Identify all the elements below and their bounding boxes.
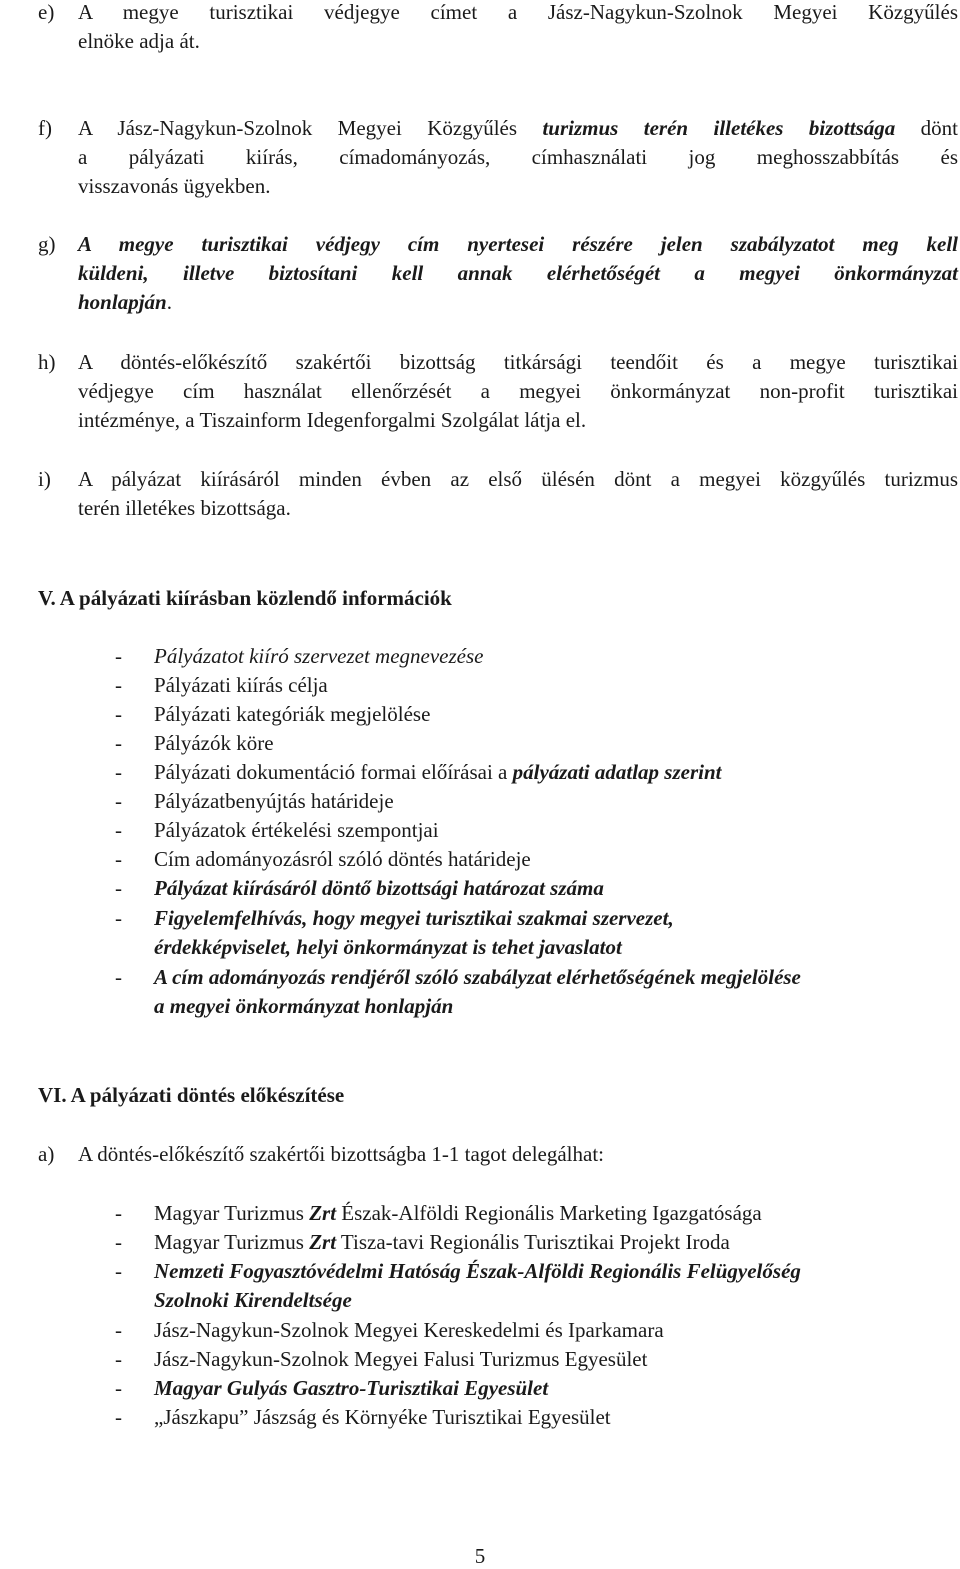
list-item-text: Pályázati kategóriák megjelölése — [154, 702, 431, 726]
paragraph-line: A döntés-előkészítő szakértői bizottságba 1-1 tagot delegálhat: — [78, 1142, 605, 1166]
emphasis-text: Zrt — [309, 1201, 337, 1225]
section-vi-heading: VI. A pályázati döntés előkészítése — [38, 1083, 345, 1107]
list-item-text: Pályázók köre — [154, 731, 274, 755]
list-item-text — [154, 904, 955, 962]
list-dash: - — [115, 1318, 122, 1342]
emphasis-text: pályázati adatlap szerint — [512, 760, 722, 784]
paragraph-f — [38, 114, 958, 201]
list-item-text: Jász-Nagykun-Szolnok Megyei Kereskedelmi és Iparkamara — [154, 1318, 664, 1342]
list-item — [115, 874, 955, 903]
paragraph-line: küldeni, illetve biztosítani kell annak elérhetőségét a megyei önkormányzat — [78, 261, 958, 285]
list-item-text: Jász-Nagykun-Szolnok Megyei Falusi Turizmus Egyesület — [154, 1347, 648, 1371]
list-item — [115, 816, 955, 845]
text-run: Figyelemfelhívás, hogy megyei turisztikai szakmai szervezet, — [154, 906, 674, 930]
text-run: A cím adományozás rendjéről szóló szabályzat elérhetőségének megjelölése — [154, 965, 801, 989]
text-run: érdekképviselet, helyi önkormányzat is tehet javaslatot — [154, 935, 622, 959]
text-run: honlapján — [78, 290, 167, 314]
text-run: . — [166, 290, 172, 314]
list-item — [115, 1199, 955, 1228]
list-item-text: Pályázatok értékelési szempontjai — [154, 818, 439, 842]
list-item — [115, 671, 955, 700]
list-item-text: Pályázatbenyújtás határideje — [154, 789, 394, 813]
text-run: Magyar Turizmus — [154, 1230, 310, 1254]
list-item — [115, 1228, 955, 1257]
list-item-text: Magyar Gulyás Gasztro-Turisztikai Egyesület — [154, 1376, 549, 1400]
paragraph-e — [38, 0, 958, 56]
paragraph-label: e) — [38, 0, 55, 24]
paragraph-g — [38, 230, 958, 317]
page-number: 5 — [474, 1544, 486, 1568]
list-dash: - — [115, 760, 122, 784]
list-item-text — [154, 1257, 955, 1315]
paragraph-i — [38, 465, 958, 523]
paragraph-line: a pályázati kiírás, címadományozás, címhasználati jog meghosszabbítás és — [78, 145, 958, 169]
paragraph-label: g) — [38, 232, 56, 256]
paragraph-line: elnöke adja át. — [78, 29, 200, 53]
text-run: Tisza-tavi Regionális Turisztikai Projekt Iroda — [336, 1230, 730, 1254]
text-run: Észak-Alföldi Regionális Marketing Igazgatósága — [336, 1201, 762, 1225]
section-v-heading: V. A pályázati kiírásban közlendő információk — [38, 586, 452, 610]
paragraph-line: A pályázat kiírásáról minden évben az első ülésén dönt a megyei közgyűlés turizmus — [78, 467, 958, 491]
paragraph-line: A döntés-előkészítő szakértői bizottság titkársági teendőit és a megye turisztikai — [78, 350, 958, 374]
list-item-text: Pályázatot kiíró szervezet megnevezése — [154, 644, 484, 668]
list-item-text — [154, 1228, 955, 1257]
list-item — [115, 845, 955, 874]
list-dash: - — [115, 876, 122, 900]
list-item-text — [154, 963, 955, 1021]
paragraph-line: terén illetékes bizottsága. — [78, 496, 291, 520]
list-dash: - — [115, 1230, 122, 1254]
list-dash: - — [115, 847, 122, 871]
paragraph-label: f) — [38, 116, 52, 140]
list-item — [115, 963, 955, 1021]
paragraph-h — [38, 348, 958, 435]
paragraph-line — [78, 288, 958, 317]
list-dash: - — [115, 965, 122, 989]
list-item — [115, 758, 955, 787]
paragraph-line: intézménye, a Tiszainform Idegenforgalmi Szolgálat látja el. — [78, 408, 587, 432]
list-dash: - — [115, 731, 122, 755]
list-item — [115, 1345, 955, 1374]
paragraph-label: a) — [38, 1142, 55, 1166]
list-item-text — [154, 758, 955, 787]
list-dash: - — [115, 673, 122, 697]
list-item — [115, 1374, 955, 1403]
text-run: dönt — [895, 116, 959, 140]
list-dash: - — [115, 702, 122, 726]
list-item — [115, 642, 955, 671]
list-dash: - — [115, 789, 122, 813]
list-dash: - — [115, 1405, 122, 1429]
list-item — [115, 1316, 955, 1345]
list-item-text — [154, 1199, 955, 1228]
list-item — [115, 729, 955, 758]
paragraph-line: A megye turisztikai védjegy cím nyertesei részére jelen szabályzatot meg kell — [78, 232, 958, 256]
list-item — [115, 1403, 955, 1432]
list-dash: - — [115, 818, 122, 842]
list-dash: - — [115, 1259, 122, 1283]
paragraph-vi-a — [38, 1140, 958, 1169]
list-dash: - — [115, 644, 122, 668]
paragraph-line: védjegye cím használat ellenőrzését a megyei önkormányzat non-profit turisztikai — [78, 379, 958, 403]
list-item — [115, 904, 955, 962]
list-item — [115, 1257, 955, 1315]
emphasis-text: turizmus terén illetékes bizottsága — [542, 116, 896, 140]
list-dash: - — [115, 906, 122, 930]
list-item — [115, 787, 955, 816]
text-run: Magyar Turizmus — [154, 1201, 310, 1225]
text-run: Szolnoki Kirendeltsége — [154, 1288, 352, 1312]
paragraph-line: visszavonás ügyekben. — [78, 174, 271, 198]
paragraph-label: i) — [38, 467, 51, 491]
list-dash: - — [115, 1347, 122, 1371]
list-item — [115, 700, 955, 729]
list-dash: - — [115, 1376, 122, 1400]
paragraph-label: h) — [38, 350, 56, 374]
emphasis-text: Zrt — [309, 1230, 337, 1254]
text-run: A Jász-Nagykun-Szolnok Megyei Közgyűlés — [78, 116, 543, 140]
text-run: a megyei önkormányzat honlapján — [154, 994, 454, 1018]
paragraph-line — [78, 114, 958, 143]
paragraph-line: A megye turisztikai védjegye címet a Jász-Nagykun-Szolnok Megyei Közgyűlés — [78, 0, 958, 24]
list-item-text: „Jászkapu” Jászság és Környéke Turisztikai Egyesület — [154, 1405, 611, 1429]
text-run: Nemzeti Fogyasztóvédelmi Hatóság Észak-Alföldi Regionális Felügyelőség — [154, 1259, 801, 1283]
text-run: Pályázati dokumentáció formai előírásai a — [154, 760, 513, 784]
list-dash: - — [115, 1201, 122, 1225]
list-item-text: Pályázat kiírásáról döntő bizottsági határozat száma — [154, 876, 604, 900]
list-item-text: Pályázati kiírás célja — [154, 673, 328, 697]
list-item-text: Cím adományozásról szóló döntés határideje — [154, 847, 531, 871]
